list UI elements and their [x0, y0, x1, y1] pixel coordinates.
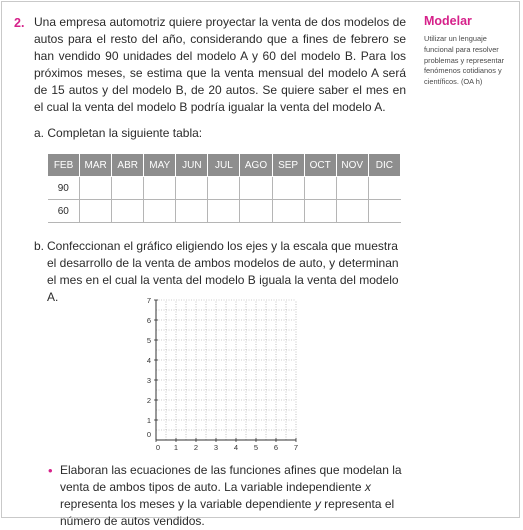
- table-cell-blank: [208, 200, 240, 223]
- table-cell-blank: [208, 177, 240, 200]
- table-cell-blank: [176, 200, 208, 223]
- question-number: 2.: [14, 16, 25, 30]
- table-row: [48, 177, 401, 200]
- table-cell-blank: [368, 200, 400, 223]
- table-header-nov: NOV: [336, 154, 368, 177]
- table-cell-blank: [112, 177, 144, 200]
- table-cell-blank: [336, 177, 368, 200]
- table-cell-blank: [272, 200, 304, 223]
- x-tick-label: 7: [293, 443, 299, 452]
- table-cell-blank: [80, 177, 112, 200]
- table-header-feb: FEB: [48, 154, 80, 177]
- table-cell-value: 60: [48, 200, 80, 223]
- y-tick-label: 5: [146, 336, 151, 345]
- y-tick-label: 6: [146, 316, 151, 325]
- table-header-jul: JUL: [208, 154, 240, 177]
- table-cell-value: 90: [48, 177, 80, 200]
- table-cell-blank: [80, 200, 112, 223]
- y-tick-label: 4: [146, 356, 151, 365]
- table-header-oct: OCT: [304, 154, 336, 177]
- table-row: [48, 200, 401, 223]
- bullet-text-part3: representa el número de autos vendidos.: [60, 497, 395, 528]
- part-a: [34, 126, 202, 140]
- x-tick-label: 6: [273, 443, 279, 452]
- y-tick-label: 7: [146, 296, 151, 305]
- table-cell-blank: [336, 200, 368, 223]
- x-tick-label: 4: [233, 443, 239, 452]
- problem-statement: Una empresa automotriz quiere proyectar la venta de dos modelos de autos para el resto del año, considerando que a fines de febrero se han vendido 90 unidades del modelo A y 60 del modelo B. Para los próximos meses, se estima que la venta mensual del modelo A será de 15 autos y del modelo B, de 20 autos. Se quiere saber el mes en el cual la venta del modelo B podría igualar la venta del modelo A.: [34, 15, 406, 114]
- table-header-jun: JUN: [176, 154, 208, 177]
- table-header-may: MAY: [144, 154, 176, 177]
- table-cell-blank: [144, 200, 176, 223]
- table-cell-blank: [176, 177, 208, 200]
- table-header-ago: AGO: [240, 154, 272, 177]
- table-cell-blank: [240, 177, 272, 200]
- table-cell-blank: [304, 177, 336, 200]
- table-header-sep: SEP: [272, 154, 304, 177]
- table-header-row: [48, 154, 401, 177]
- bullet-text-part1: Elaboran las ecuaciones de las funciones afines que modelan la venta de ambos tipos de auto. La variable independiente: [60, 463, 402, 494]
- x-tick-label: 2: [193, 443, 199, 452]
- table-cell-blank: [368, 177, 400, 200]
- y-tick-label: 3: [146, 376, 151, 385]
- part-b-text: Confeccionan el gráfico eligiendo los ejes y la escala que muestra el desarrollo de la venta de ambos modelos de auto, y determinan el mes en el cual la venta del modelo B iguala la venta del modelo A.: [47, 239, 399, 304]
- bullet-var-x: x: [364, 480, 371, 494]
- bullet-text-part2: representa los meses y la variable dependiente: [60, 497, 315, 511]
- x-tick-label: 3: [213, 443, 219, 452]
- sidebar-text: Utilizar un lenguaje funcional para resolver problemas y representar fenómenos cotidianos y científicos. (OA h): [424, 34, 505, 87]
- part-a-text: Completan la siguiente tabla:: [47, 126, 203, 140]
- coordinate-grid: [138, 292, 318, 458]
- table-header-abr: ABR: [112, 154, 144, 177]
- table-cell-blank: [304, 200, 336, 223]
- bullet-var-y: y: [314, 497, 321, 511]
- table-cell-blank: [112, 200, 144, 223]
- bullet-icon: •: [48, 463, 53, 478]
- y-tick-label: 0: [146, 430, 151, 439]
- table-cell-blank: [144, 177, 176, 200]
- x-tick-label: 1: [173, 443, 179, 452]
- x-tick-label: 0: [155, 443, 161, 452]
- part-a-label: a.: [34, 126, 45, 140]
- y-tick-label: 1: [146, 416, 151, 425]
- table-cell-blank: [272, 177, 304, 200]
- y-tick-label: 2: [146, 396, 151, 405]
- sales-table: [47, 153, 401, 223]
- table-header-dic: DIC: [368, 154, 400, 177]
- table-cell-blank: [240, 200, 272, 223]
- x-tick-label: 5: [253, 443, 259, 452]
- sidebar-title: Modelar: [424, 14, 472, 28]
- part-b-label: b.: [34, 239, 45, 253]
- table-header-mar: MAR: [80, 154, 112, 177]
